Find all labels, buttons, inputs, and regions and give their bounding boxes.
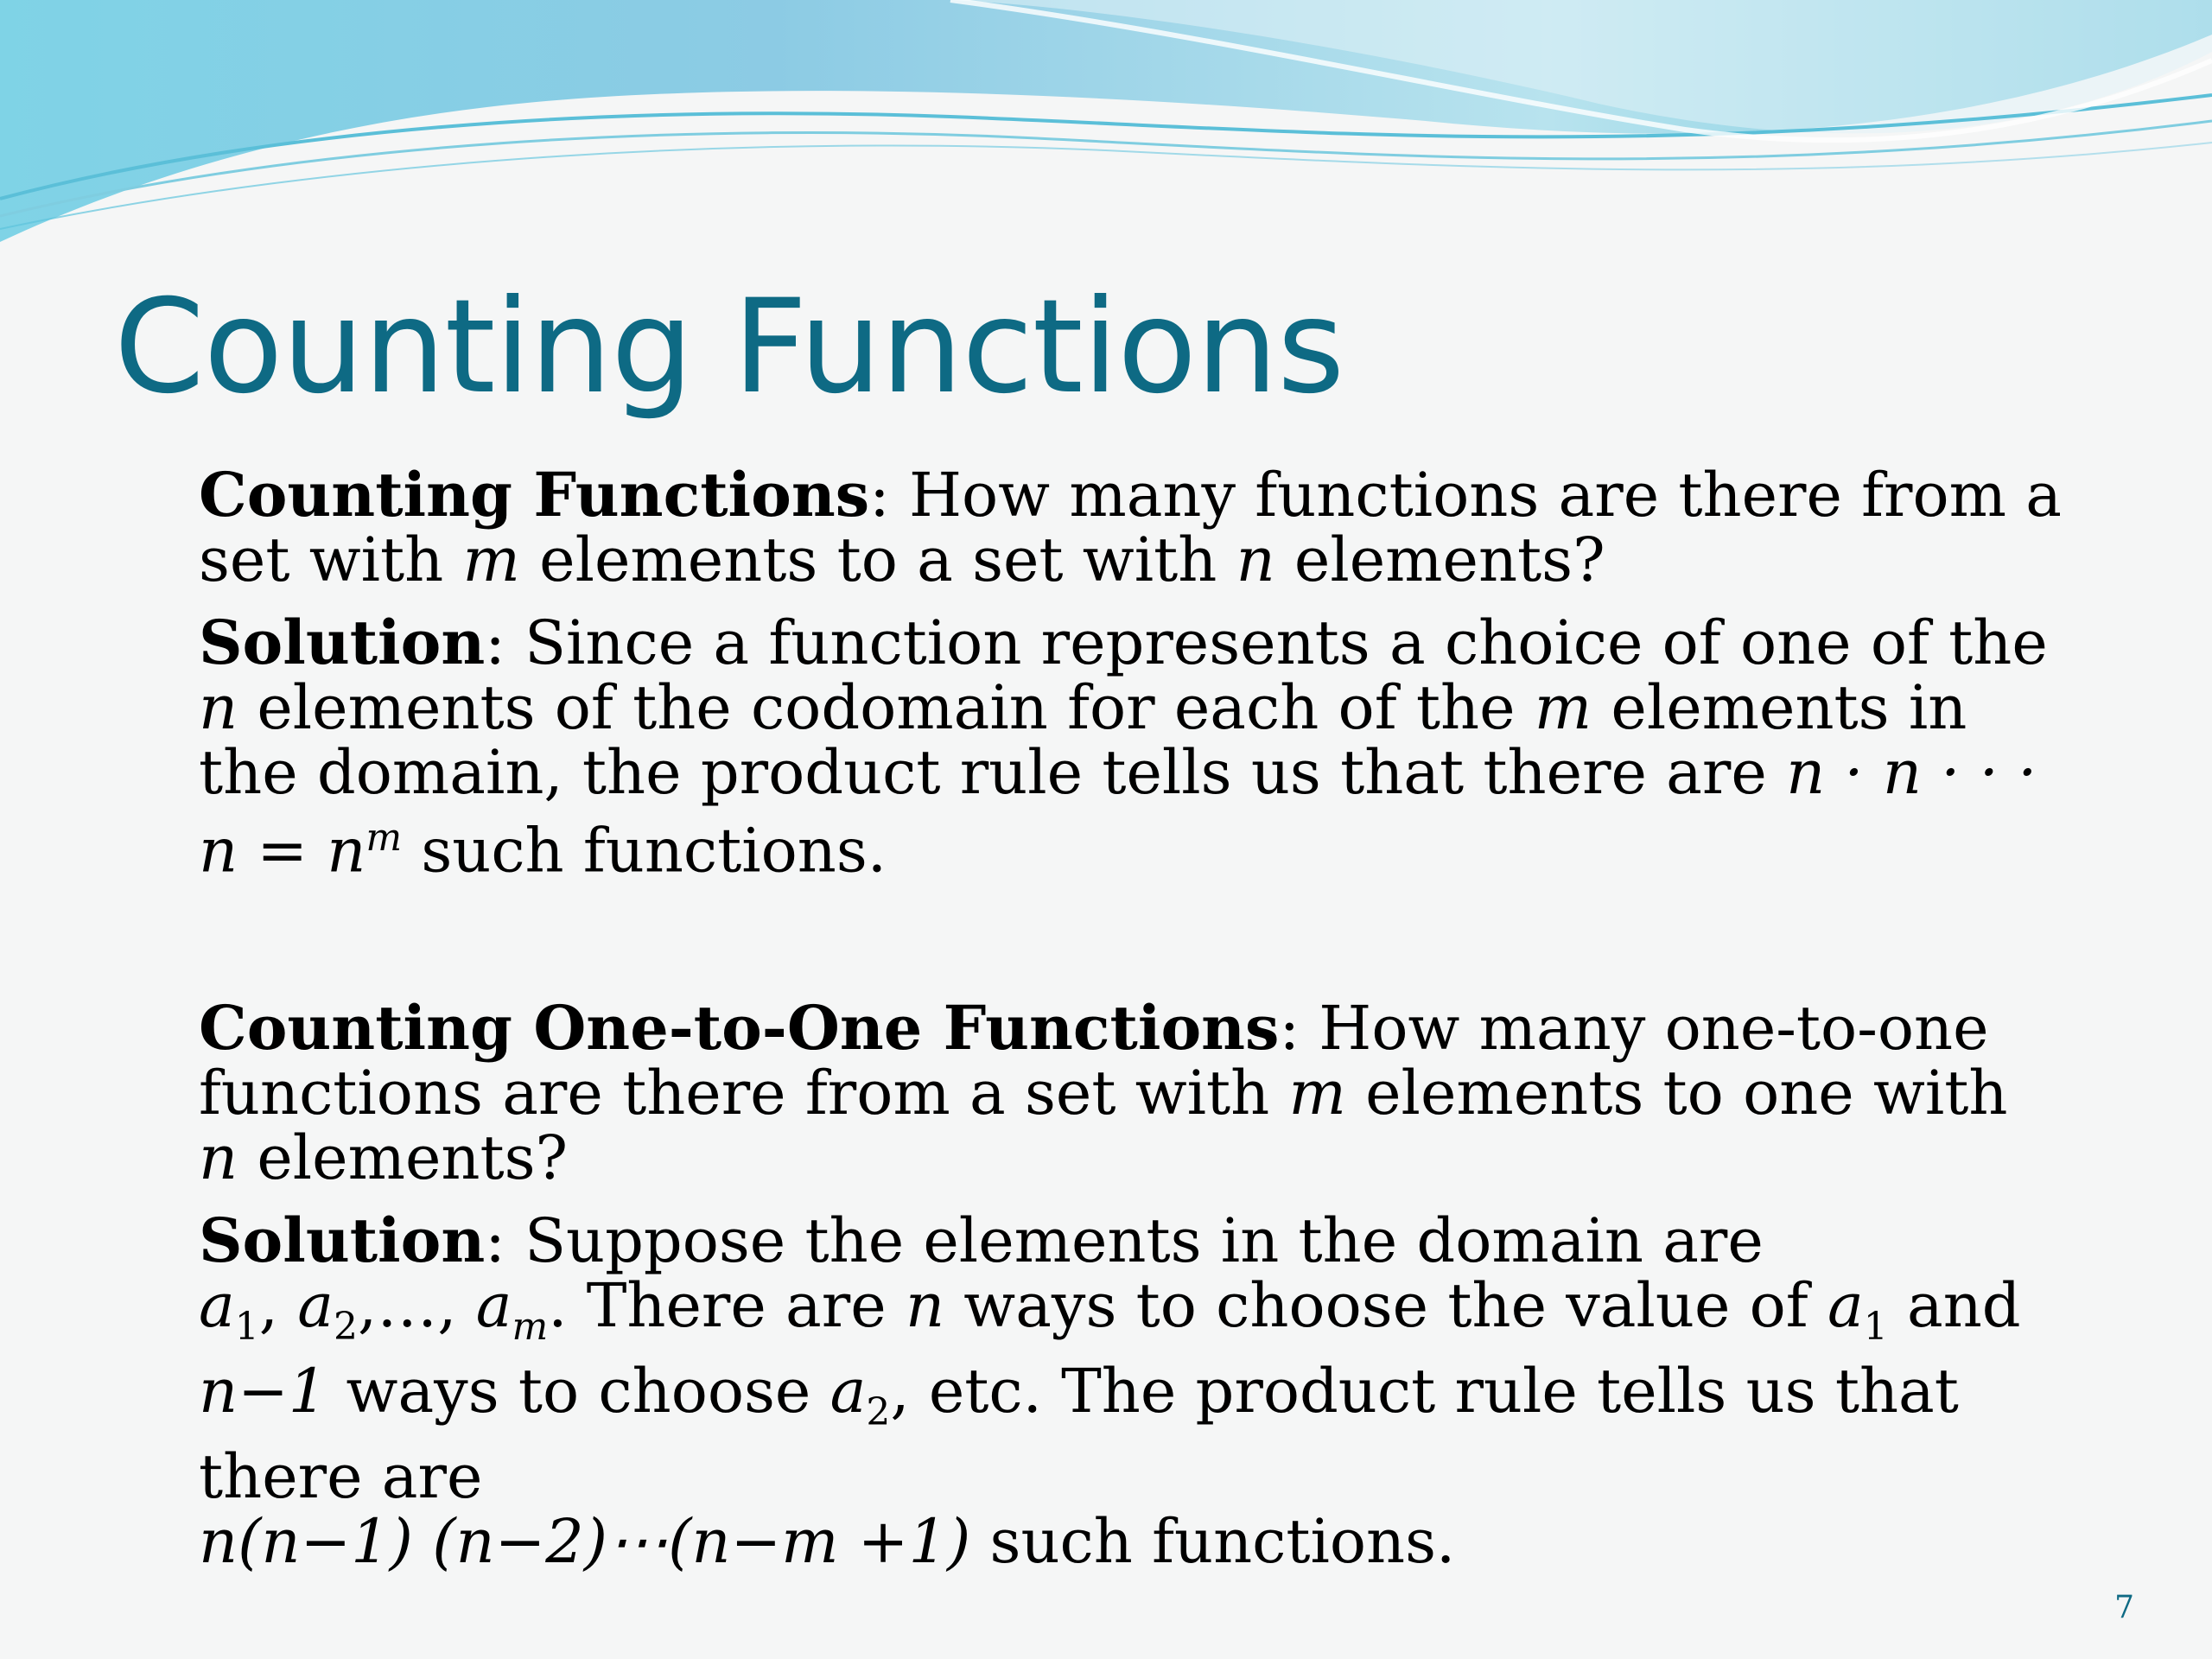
- math-var: a: [830, 1356, 867, 1427]
- math-subscript: 1: [234, 1305, 259, 1350]
- math-subscript: m: [512, 1305, 549, 1350]
- text: elements to a set with: [519, 524, 1236, 595]
- paragraph-solution-2: [199, 1205, 2065, 1578]
- math-var: a: [475, 1270, 512, 1342]
- math-var: m: [1288, 1058, 1346, 1129]
- math-var: m: [462, 524, 520, 595]
- math-expression: n · n · · · n = n: [199, 737, 2037, 887]
- math-subscript: 2: [866, 1390, 891, 1435]
- text: such functions.: [402, 815, 887, 887]
- header-wave-decoration: [0, 0, 2212, 259]
- text: elements to one with: [1345, 1058, 2008, 1129]
- text: and: [1887, 1270, 2021, 1342]
- math-expression: n−1: [199, 1356, 327, 1427]
- text: . There are: [548, 1270, 906, 1342]
- text: ways to choose: [327, 1356, 830, 1427]
- text: elements in the domain, the product rule tells us that there are: [199, 672, 1967, 808]
- text: : Since a function represents a choice of one of the: [485, 607, 2048, 678]
- paragraph-solution-1: [199, 607, 2065, 887]
- page-number: 7: [2114, 1590, 2134, 1625]
- text: elements?: [238, 1122, 569, 1194]
- text: , etc. The product rule tells us that there are: [199, 1356, 1959, 1513]
- paragraph-counting-functions: [199, 459, 2065, 595]
- math-var: n: [905, 1270, 945, 1342]
- bold-heading: Counting Functions: [199, 459, 870, 531]
- text: : How many functions are there from a set with: [199, 460, 2063, 595]
- bold-heading: Counting One-to-One Functions: [199, 992, 1280, 1065]
- text: : How many one-to-one functions are there from a set with: [199, 993, 1989, 1129]
- bold-heading: Solution: [199, 1205, 486, 1277]
- slide-title: Counting Functions: [114, 272, 1344, 423]
- text: elements?: [1274, 524, 1605, 595]
- text: ,: [258, 1270, 298, 1342]
- text: elements of the codomain for each of the: [238, 672, 1535, 743]
- bold-heading: Solution: [199, 607, 486, 678]
- slide-body: [199, 459, 2065, 1578]
- math-var: a: [199, 1270, 235, 1342]
- text: ,…,: [357, 1270, 476, 1342]
- math-var: m: [1534, 672, 1592, 743]
- math-subscript: 2: [333, 1305, 358, 1350]
- text: ways to choose the value of: [944, 1270, 1827, 1342]
- math-superscript: m: [365, 816, 403, 860]
- paragraph-counting-one-to-one: [199, 992, 2065, 1194]
- math-var: n: [199, 672, 238, 743]
- text: : Suppose the elements in the domain are: [485, 1205, 1764, 1277]
- math-var: a: [297, 1270, 334, 1342]
- math-subscript: 1: [1863, 1305, 1888, 1350]
- text: such functions.: [970, 1506, 1456, 1578]
- math-var: a: [1827, 1270, 1864, 1342]
- math-var: n: [1236, 524, 1275, 595]
- math-var: n: [199, 1122, 238, 1194]
- math-expression: n(n−1) (n−2)⋯(n−m +1): [199, 1506, 971, 1578]
